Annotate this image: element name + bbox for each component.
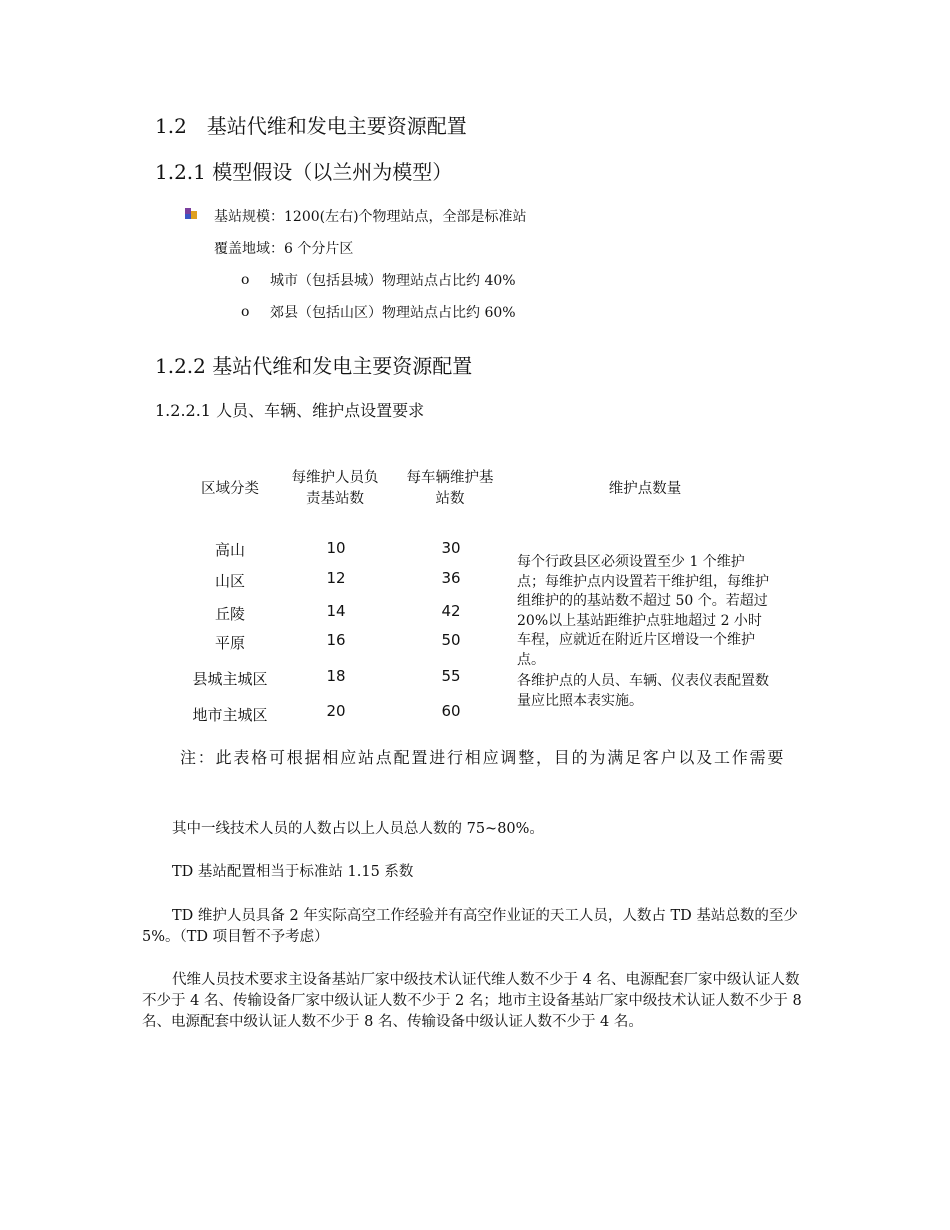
table-header-region: 区域分类 xyxy=(201,481,259,497)
table-cell-region: 地市主城区 xyxy=(192,706,268,724)
bullet-icon xyxy=(184,207,198,221)
circle-bullet-icon: o xyxy=(241,304,250,320)
table-cell-per-vehicle: 60 xyxy=(441,702,461,720)
frontline-paragraph: 其中一线技术人员的人数占以上人员总人数的 75~80%。 xyxy=(172,821,544,837)
table-cell-per-vehicle: 36 xyxy=(441,569,461,587)
model-sub-item: 郊县（包括山区）物理站点占比约 60% xyxy=(270,305,516,321)
table-cell-per-person: 10 xyxy=(326,539,346,557)
table-note-paragraph: 注：此表格可根据相应站点配置进行相应调整，目的为满足客户以及工作需要 xyxy=(180,748,786,767)
table-cell-per-person: 20 xyxy=(326,702,346,720)
table-points-note-2: 各维护点的人员、车辆、仪表仪表配置数量应比照本表实施。 xyxy=(517,673,769,709)
table-cell-per-vehicle: 30 xyxy=(441,539,461,557)
table-header-points: 维护点数量 xyxy=(608,481,682,497)
table-cell-per-vehicle: 50 xyxy=(441,631,461,649)
td-ratio-paragraph: TD 基站配置相当于标准站 1.15 系数 xyxy=(172,864,414,880)
table-header-per-person: 每维护人员负责基站数 xyxy=(291,470,379,507)
certification-paragraph: 代维人员技术要求主设备基站厂家中级技术认证代维人数不少于 4 名、电源配套厂家中级认证人数不少于 4 名、传输设备厂家中级认证人数不少于 2 名；地市主设备基站厂家中级技术认证人数不少于 8 名、电源配套中级认证人数不少于 8 名、传输设备中级认证人数不少于 4 名。 xyxy=(142,972,802,1030)
table-cell-region: 县城主城区 xyxy=(192,670,268,688)
table-cell-region: 平原 xyxy=(214,634,245,652)
section-heading-1-2-2-1: 1.2.2.1 人员、车辆、维护点设置要求 xyxy=(155,401,425,420)
section-heading-1-2-1: 1.2.1 模型假设（以兰州为模型） xyxy=(155,160,453,184)
table-cell-region: 山区 xyxy=(214,572,245,590)
model-coverage: 覆盖地域：6 个分片区 xyxy=(214,241,354,257)
table-cell-per-person: 12 xyxy=(326,569,346,587)
model-scale: 基站规模：1200(左右)个物理站点，全部是标准站 xyxy=(214,209,527,225)
table-header-per-vehicle: 每车辆维护基站数 xyxy=(406,470,494,507)
table-cell-region: 丘陵 xyxy=(214,605,245,623)
table-cell-per-person: 18 xyxy=(326,667,346,685)
table-points-note: 每个行政县区必须设置至少 1 个维护点；每维护点内设置若干维护组，每维护组维护的的基站数不超过 50 个。若超过 20%以上基站距维护点驻地超过 2 小时车程，应就近在附近片区增设一个维护点。 xyxy=(517,554,769,668)
table-cell-per-vehicle: 42 xyxy=(441,602,461,620)
model-sub-item: 城市（包括县城）物理站点占比约 40% xyxy=(270,273,516,289)
table-cell-region: 高山 xyxy=(214,541,245,559)
table-cell-per-person: 14 xyxy=(326,602,346,620)
table-cell-per-person: 16 xyxy=(326,631,346,649)
table-cell-per-vehicle: 55 xyxy=(441,667,461,685)
section-heading-1-2: 1.2 基站代维和发电主要资源配置 xyxy=(155,114,467,138)
td-staff-paragraph: TD 维护人员具备 2 年实际高空工作经验并有高空作业证的天工人员，人数占 TD 基站总数的至少 5%。（TD 项目暂不予考虑） xyxy=(142,908,798,945)
circle-bullet-icon: o xyxy=(241,272,250,288)
section-heading-1-2-2: 1.2.2 基站代维和发电主要资源配置 xyxy=(155,354,473,378)
